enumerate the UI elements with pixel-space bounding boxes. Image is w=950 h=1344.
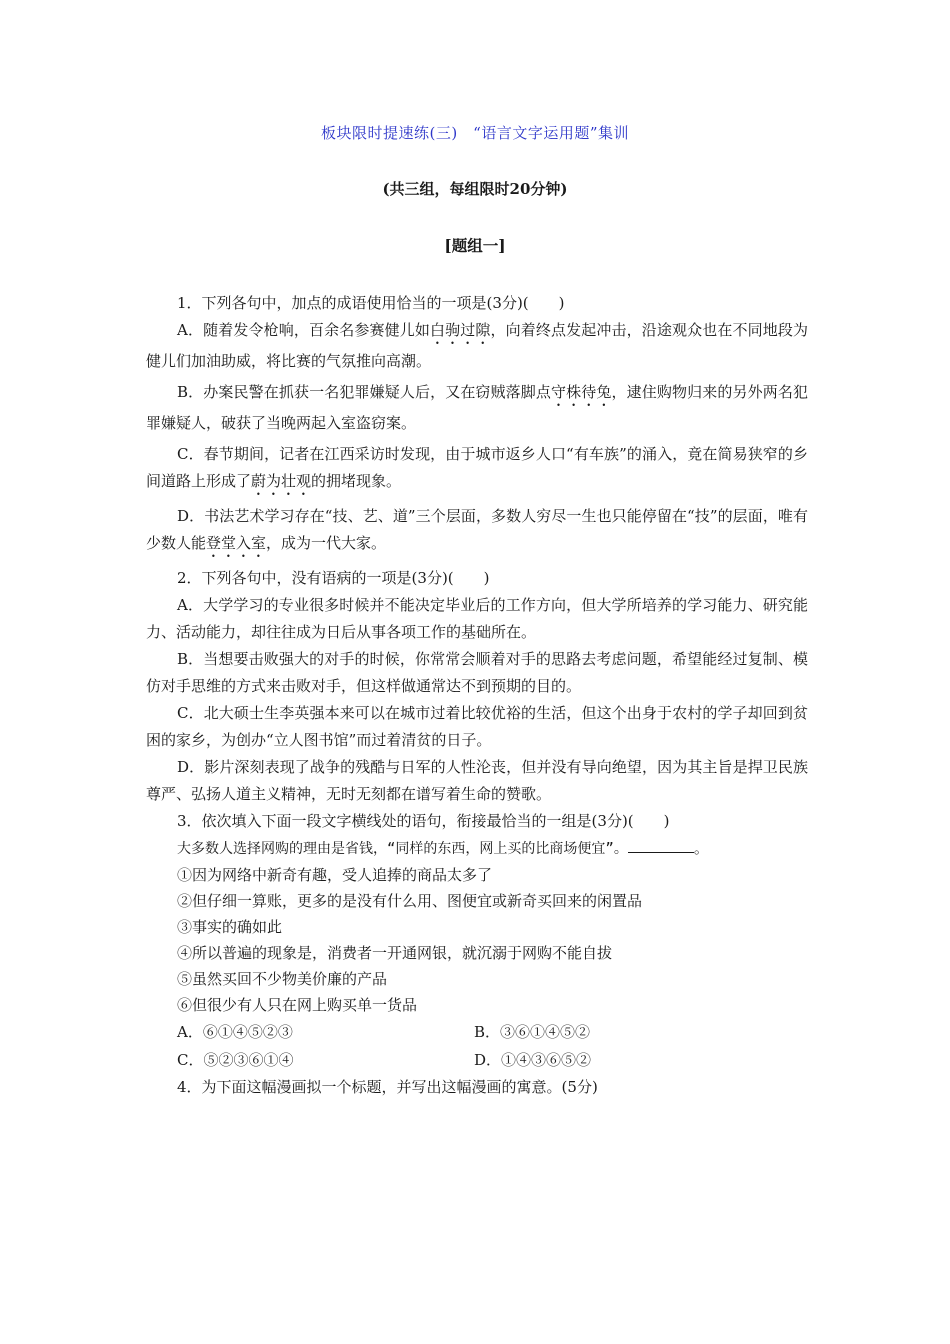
question-1-option-c: C．春节期间，记者在江西采访时发现，由于城市返乡人口“有车族”的涌入，竟在简易狭窄的乡间道路上形成了蔚为壮观的拥堵现象。: [146, 445, 808, 490]
page-title: 板块限时提速练(三) “语言文字运用题”集训: [320, 124, 630, 142]
question-3-material: 大多数人选择网购的理由是省钱，“同样的东西，网上买的比商场便宜”。 。: [177, 839, 709, 857]
question-3-choice-d: D．①④③⑥⑤②: [474, 1051, 592, 1069]
question-2-stem: 2．下列各句中，没有语病的一项是(3分)( ): [177, 569, 490, 587]
question-content: [146, 290, 808, 1101]
question-3-item: ③事实的确如此: [177, 918, 283, 936]
question-2-option-d: D．影片深刻表现了战争的残酷与日军的人性沦丧，但并没有导向绝望，因为其主旨是捍卫民族尊严、弘扬人道主义精神，无时无刻都在谱写着生命的赞歌。: [146, 758, 808, 803]
question-2-option-a: A．大学学习的专业很多时候并不能决定毕业后的工作方向，但大学所培养的学习能力、研究能力、活动能力，却往往成为日后从事各项工作的基础所在。: [146, 596, 808, 641]
question-3-item: ⑥但很少有人只在网上购买单一货品: [177, 996, 418, 1014]
question-2-option-b: B．当想要击败强大的对手的时候，你常常会顺着对手的思路去考虑问题，希望能经过复制、模仿对手思维的方式来击败对手，但这样做通常达不到预期的目的。: [146, 650, 808, 695]
answer-blank: [628, 838, 694, 853]
question-3-choice-a: A．⑥①④⑤②③: [177, 1023, 293, 1041]
question-4-stem: 4．为下面这幅漫画拟一个标题，并写出这幅漫画的寓意。(5分): [177, 1078, 598, 1096]
question-3-item: ⑤虽然买回不少物美价廉的产品: [177, 970, 388, 988]
question-1-option-b: B．办案民警在抓获一名犯罪嫌疑人后，又在窃贼落脚点守株待兔，逮住购物归来的另外两名犯罪嫌疑人，破获了当晚两起入室盗窃案。: [146, 383, 808, 432]
question-3-item: ①因为网络中新奇有趣，受人追捧的商品太多了: [177, 866, 493, 884]
question-3-choice-b: B．③⑥①④⑤②: [474, 1023, 591, 1041]
question-3-choices-row-2: [146, 1046, 808, 1074]
group-title: [题组一]: [444, 236, 506, 255]
question-3-choices-row-1: [146, 1018, 808, 1046]
dotted-idiom: 白驹过隙: [429, 321, 491, 339]
question-3-choice-c: C．⑤②③⑥①④: [177, 1051, 294, 1069]
page-subtitle: (共三组，每组限时20分钟): [382, 180, 568, 198]
question-2-option-c: C．北大硕士生李英强本来可以在城市过着比较优裕的生活，但这个出身于农村的学子却回到贫困的家乡，为创办“立人图书馆”而过着清贫的日子。: [146, 704, 808, 749]
question-3-item: ④所以普遍的现象是，消费者一开通网银，就沉溺于网购不能自拔: [177, 944, 613, 962]
dotted-idiom: 蔚为壮观: [251, 472, 312, 490]
question-1-stem: 1．下列各句中，加点的成语使用恰当的一项是(3分)( ): [177, 294, 565, 312]
question-3-item: ②但仔细一算账，更多的是没有什么用、图便宜或新奇买回来的闲置品: [177, 892, 643, 910]
dotted-idiom: 守株待兔: [551, 383, 612, 401]
question-3-stem: 3．依次填入下面一段文字横线处的语句，衔接最恰当的一组是(3分)( ): [177, 812, 670, 830]
dotted-idiom: 登堂入室: [206, 534, 267, 552]
question-1-option-a: A．随着发令枪响，百余名参赛健儿如白驹过隙，向着终点发起冲击，沿途观众也在不同地段为健儿们加油助威，将比赛的气氛推向高潮。: [146, 321, 808, 370]
question-1-option-d: D．书法艺术学习存在“技、艺、道”三个层面，多数人穷尽一生也只能停留在“技”的层面，唯有少数人能登堂入室，成为一代大家。: [146, 507, 808, 552]
